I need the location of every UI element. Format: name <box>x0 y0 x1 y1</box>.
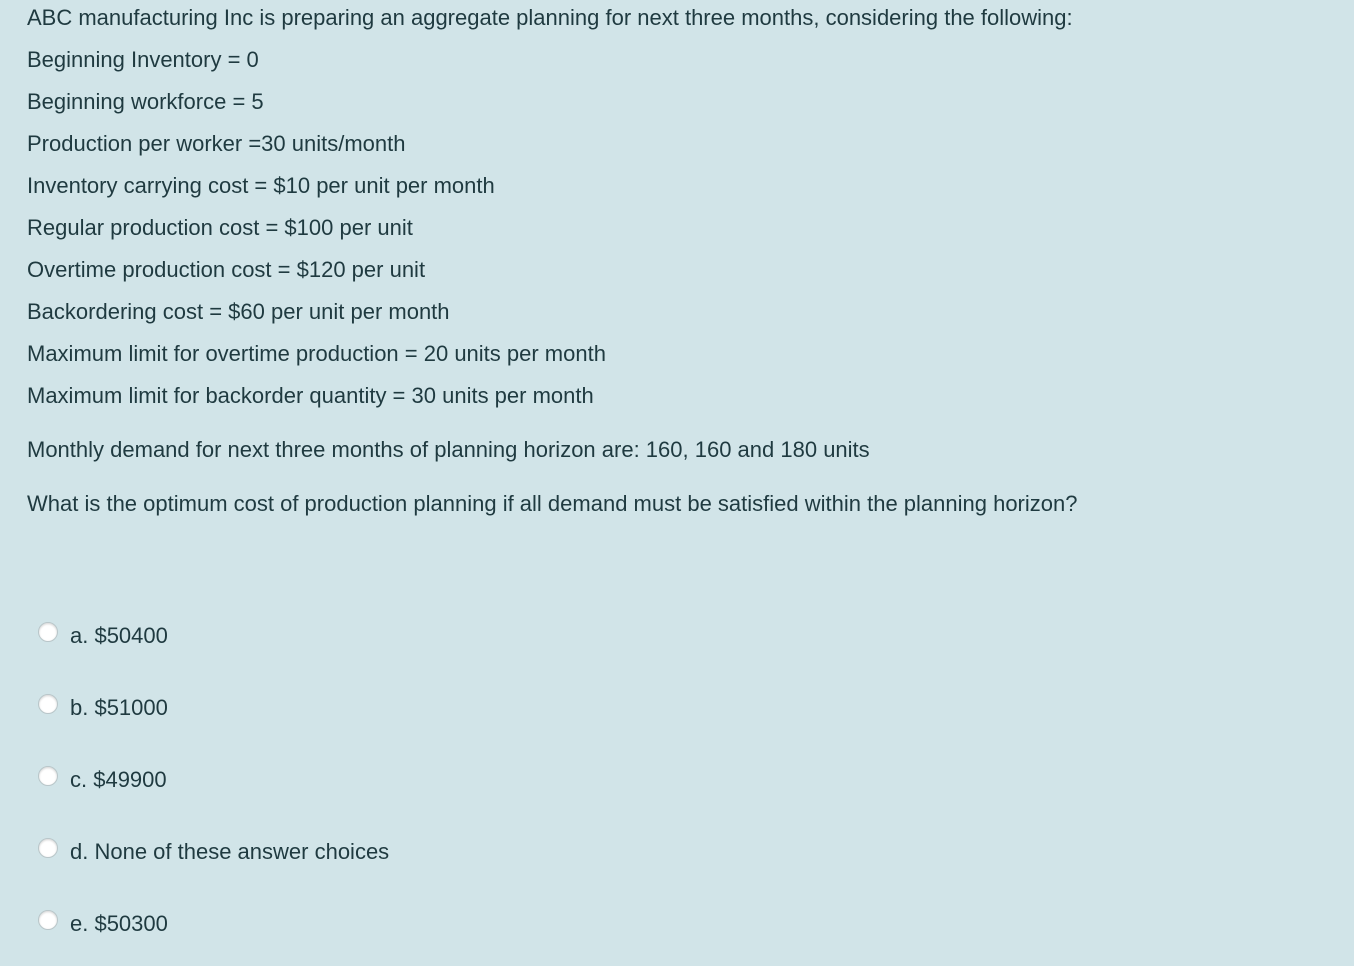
parameter-production-per-worker: Production per worker =30 units/month <box>27 131 406 156</box>
demand-statement: Monthly demand for next three months of planning horizon are: 160, 160 and 180 units <box>27 437 870 462</box>
answer-option-d[interactable] <box>38 837 389 867</box>
answer-option-a[interactable] <box>38 621 168 651</box>
answer-label[interactable]: e. $50300 <box>70 911 168 936</box>
radio-button[interactable] <box>38 766 58 786</box>
radio-button[interactable] <box>38 838 58 858</box>
radio-button[interactable] <box>38 694 58 714</box>
parameter-beginning-inventory: Beginning Inventory = 0 <box>27 47 259 72</box>
answer-option-c[interactable] <box>38 765 167 795</box>
parameter-overtime-production-cost: Overtime production cost = $120 per unit <box>27 257 426 282</box>
question-intro: ABC manufacturing Inc is preparing an aggregate planning for next three months, considering the following: <box>27 5 1073 30</box>
answer-label[interactable]: b. $51000 <box>70 695 168 720</box>
parameter-regular-production-cost: Regular production cost = $100 per unit <box>27 215 413 240</box>
parameter-backordering-cost: Backordering cost = $60 per unit per month <box>27 299 450 324</box>
answer-option-b[interactable] <box>38 693 168 723</box>
answer-label[interactable]: c. $49900 <box>70 767 167 792</box>
radio-button[interactable] <box>38 910 58 930</box>
parameter-overtime-limit: Maximum limit for overtime production = 20 units per month <box>27 341 606 366</box>
parameter-inventory-carrying-cost: Inventory carrying cost = $10 per unit per month <box>27 173 495 198</box>
answer-label[interactable]: a. $50400 <box>70 623 168 648</box>
parameter-beginning-workforce: Beginning workforce = 5 <box>27 89 264 114</box>
parameter-backorder-limit: Maximum limit for backorder quantity = 30 units per month <box>27 383 594 408</box>
radio-button[interactable] <box>38 622 58 642</box>
question-prompt: What is the optimum cost of production planning if all demand must be satisfied within the planning horizon? <box>27 491 1078 516</box>
answer-label[interactable]: d. None of these answer choices <box>70 839 390 864</box>
answer-option-e[interactable] <box>38 909 168 939</box>
